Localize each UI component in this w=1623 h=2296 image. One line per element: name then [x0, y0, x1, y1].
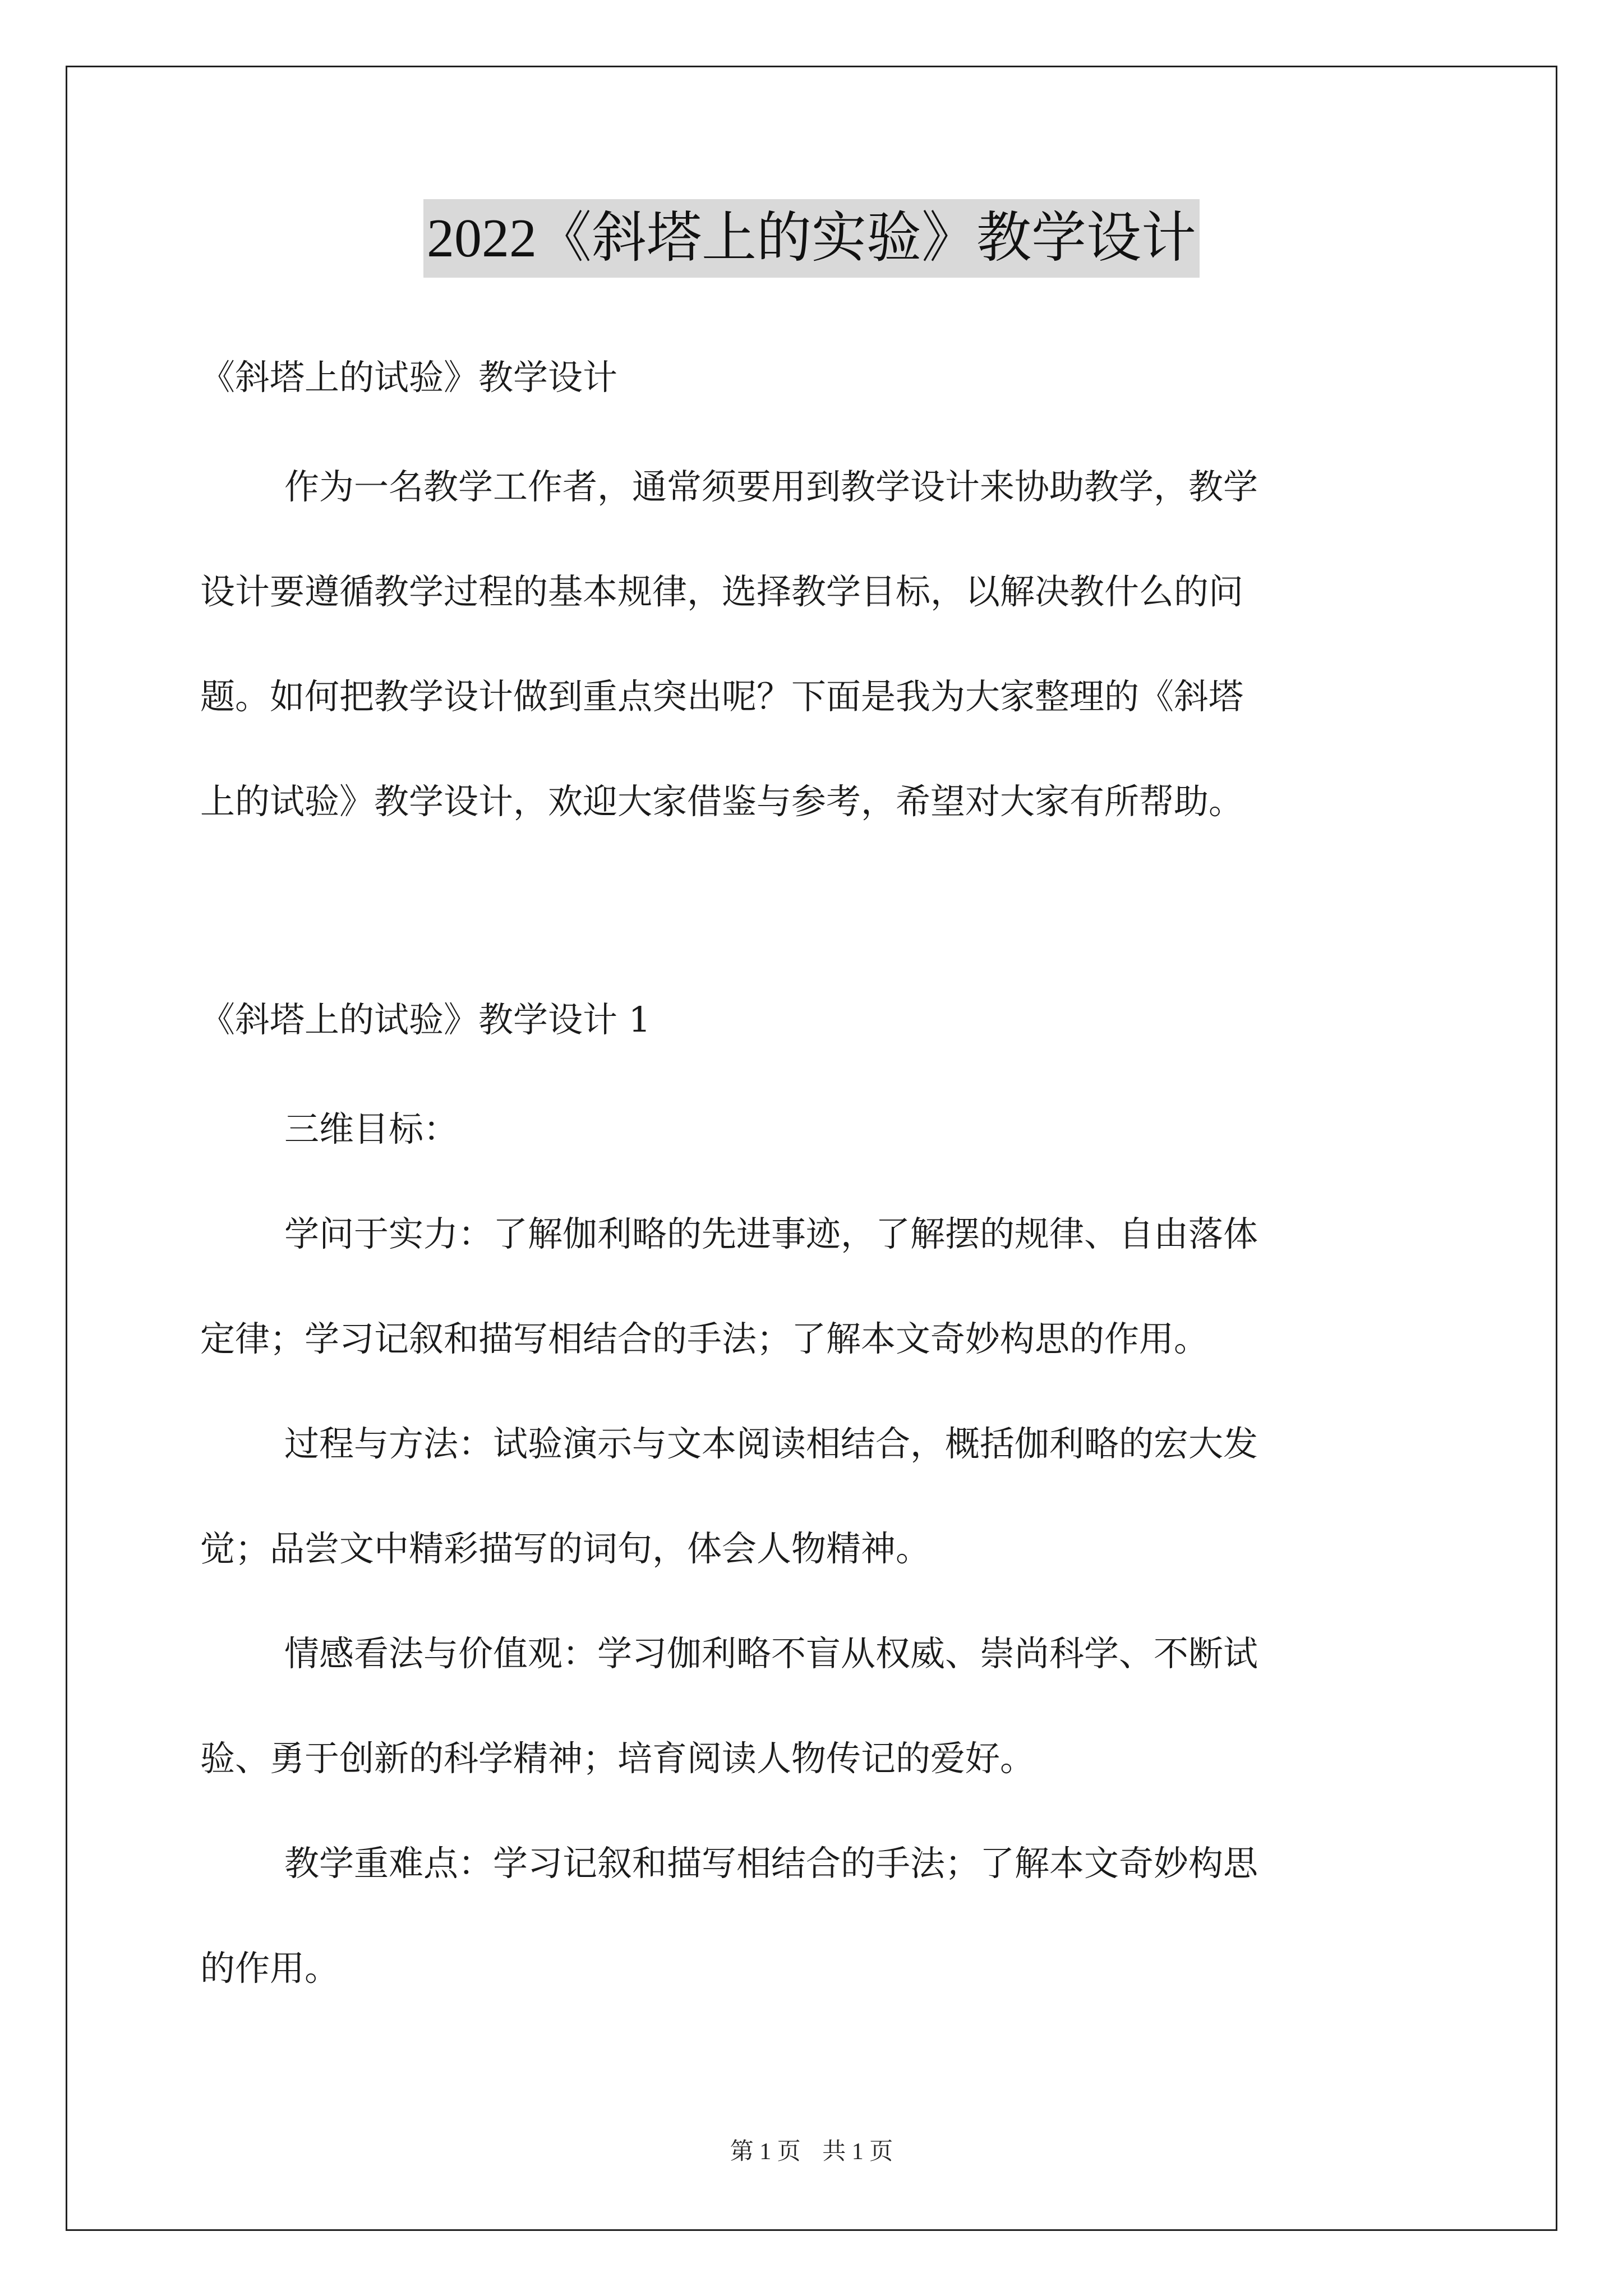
document-title-text: 2022《斜塔上的实验》教学设计	[423, 199, 1200, 278]
page-footer	[0, 2135, 1623, 2169]
knowledge-line-2: 定律；学习记叙和描写相结合的手法；了解本文奇妙构思的作用。	[200, 1318, 1209, 1359]
document-subtitle: 《斜塔上的试验》教学设计	[200, 357, 618, 398]
intro-line-3: 题。如何把教学设计做到重点突出呢？下面是我为大家整理的《斜塔	[200, 676, 1244, 717]
emotion-line-1: 情感看法与价值观：学习伽利略不盲从权威、崇尚科学、不断试	[284, 1633, 1258, 1674]
key-points-line-1: 教学重难点：学习记叙和描写相结合的手法；了解本文奇妙构思	[284, 1843, 1258, 1884]
process-line-1: 过程与方法：试验演示与文本阅读相结合，概括伽利略的宏大发	[284, 1423, 1258, 1464]
section-title: 《斜塔上的试验》教学设计 1	[200, 999, 651, 1040]
page-number-current: 第 1 页	[730, 2139, 801, 2165]
page-number-total: 共 1 页	[822, 2139, 893, 2165]
process-line-2: 觉；品尝文中精彩描写的词句，体会人物精神。	[200, 1528, 931, 1569]
emotion-line-2: 验、勇于创新的科学精神；培育阅读人物传记的爱好。	[200, 1738, 1035, 1779]
objectives-heading: 三维目标：	[284, 1108, 459, 1149]
intro-line-4: 上的试验》教学设计，欢迎大家借鉴与参考，希望对大家有所帮助。	[200, 781, 1244, 822]
knowledge-line-1: 学问于实力：了解伽利略的先进事迹，了解摆的规律、自由落体	[284, 1213, 1258, 1254]
intro-line-2: 设计要遵循教学过程的基本规律，选择教学目标，以解决教什么的问	[200, 571, 1244, 612]
document-title	[0, 199, 1623, 278]
key-points-line-2: 的作用。	[200, 1948, 340, 1989]
intro-line-1: 作为一名教学工作者，通常须要用到教学设计来协助教学，教学	[284, 466, 1258, 507]
